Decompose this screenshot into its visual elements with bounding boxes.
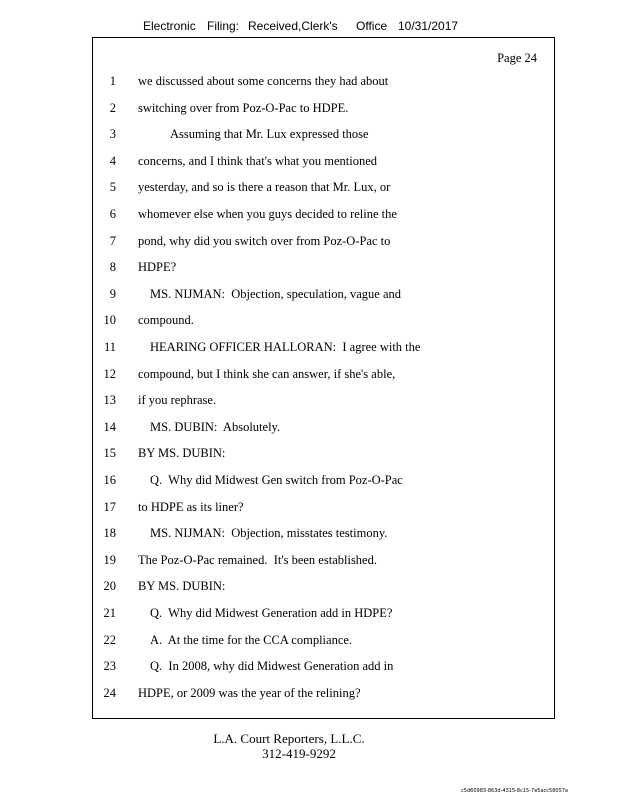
line-number: 14: [103, 419, 116, 434]
filing-header: [0, 19, 618, 37]
line-number: 18: [103, 526, 116, 541]
line-text: HDPE?: [138, 260, 177, 275]
page-footer: [0, 731, 618, 761]
line-text: BY MS. DUBIN:: [138, 446, 226, 461]
line-text: to HDPE as its liner?: [138, 499, 244, 514]
line-number: 8: [109, 260, 116, 275]
page-number: Page 24: [497, 51, 537, 65]
filing-header-word-filing: Filing:: [207, 19, 240, 33]
line-text: pond, why did you switch over from Poz-O-Pac to: [138, 233, 391, 248]
line-number: 2: [109, 100, 116, 115]
line-number: 21: [103, 606, 116, 620]
reporter-phone: 312-419-9292: [262, 746, 336, 761]
transcript-line: [93, 281, 554, 308]
line-text: MS. NIJMAN: Objection, speculation, vague and: [150, 286, 402, 301]
transcript-line: [93, 201, 554, 228]
line-number: 22: [103, 632, 116, 647]
transcript-line: [93, 95, 554, 122]
transcript-page: [92, 37, 555, 719]
line-text: Q. Why did Midwest Generation add in HDPE?: [150, 606, 393, 620]
transcript-line: [93, 228, 554, 255]
transcript-line: [93, 414, 554, 441]
filing-header-word-electronic: Electronic: [143, 19, 196, 33]
line-text: whomever else when you guys decided to reline the: [138, 207, 397, 221]
transcript-line: [93, 254, 554, 281]
transcript-line: [93, 680, 554, 707]
transcript-line: [93, 520, 554, 547]
line-number: 20: [103, 579, 116, 594]
line-number: 6: [109, 207, 116, 221]
line-text: compound, but I think she can answer, if she's able,: [138, 366, 396, 381]
line-number: 1: [109, 74, 116, 88]
line-number: 10: [103, 313, 116, 328]
transcript-line: [93, 174, 554, 201]
transcript-line: [93, 600, 554, 627]
transcript-line: [93, 440, 554, 467]
line-text: we discussed about some concerns they had about: [138, 74, 389, 88]
line-text: switching over from Poz-O-Pac to HDPE.: [138, 100, 349, 115]
line-text: HEARING OFFICER HALLORAN: I agree with the: [150, 340, 421, 354]
transcript-line: [93, 627, 554, 654]
line-number: 23: [103, 659, 116, 674]
line-text: Q. Why did Midwest Gen switch from Poz-O-Pac: [150, 473, 403, 487]
transcript-line: [93, 68, 554, 95]
transcript-line: [93, 467, 554, 494]
transcript-line: [93, 573, 554, 600]
transcript-line: [93, 547, 554, 574]
filing-header-word-received-clerks: Received,Clerk's: [248, 19, 338, 33]
transcript-line: [93, 334, 554, 361]
line-text: Assuming that Mr. Lux expressed those: [170, 127, 369, 142]
line-number: 17: [103, 499, 116, 514]
line-text: A. At the time for the CCA compliance.: [150, 632, 353, 647]
line-text: MS. DUBIN: Absolutely.: [150, 419, 281, 434]
line-text: compound.: [138, 313, 194, 328]
transcript-line: [93, 121, 554, 148]
line-number: 4: [109, 153, 116, 168]
line-number: 24: [103, 685, 116, 700]
line-text: HDPE, or 2009 was the year of the relining?: [138, 685, 361, 700]
line-number: 13: [103, 393, 116, 408]
transcript-line: [93, 361, 554, 388]
line-number: 19: [103, 552, 116, 567]
line-number: 15: [103, 446, 116, 461]
line-text: The Poz-O-Pac remained. It's been established.: [138, 552, 377, 567]
line-text: BY MS. DUBIN:: [138, 579, 226, 594]
line-text: if you rephrase.: [138, 393, 217, 408]
transcript-line: [93, 387, 554, 414]
filing-header-date: 10/31/2017: [398, 19, 459, 33]
line-number: 9: [109, 286, 116, 301]
transcript-line: [93, 494, 554, 521]
filing-header-word-office: Office: [356, 19, 388, 33]
line-text: concerns, and I think that's what you mentioned: [138, 153, 378, 168]
document-hash: c5d60983-863d-4315-8c15-7e5acc58057a: [461, 788, 568, 794]
line-number: 12: [103, 366, 116, 381]
line-number: 3: [109, 127, 116, 142]
line-text: MS. NIJMAN: Objection, misstates testimony.: [150, 526, 388, 541]
transcript-line: [93, 148, 554, 175]
line-number: 5: [109, 180, 116, 195]
transcript-line: [93, 307, 554, 334]
line-text: yesterday, and so is there a reason that Mr. Lux, or: [138, 180, 391, 195]
reporter-company: L.A. Court Reporters, L.L.C.: [213, 731, 365, 746]
transcript-line: [93, 653, 554, 680]
line-text: Q. In 2008, why did Midwest Generation add in: [150, 659, 394, 674]
line-number: 11: [103, 340, 116, 354]
line-number: 16: [103, 473, 116, 487]
line-number: 7: [109, 233, 116, 248]
